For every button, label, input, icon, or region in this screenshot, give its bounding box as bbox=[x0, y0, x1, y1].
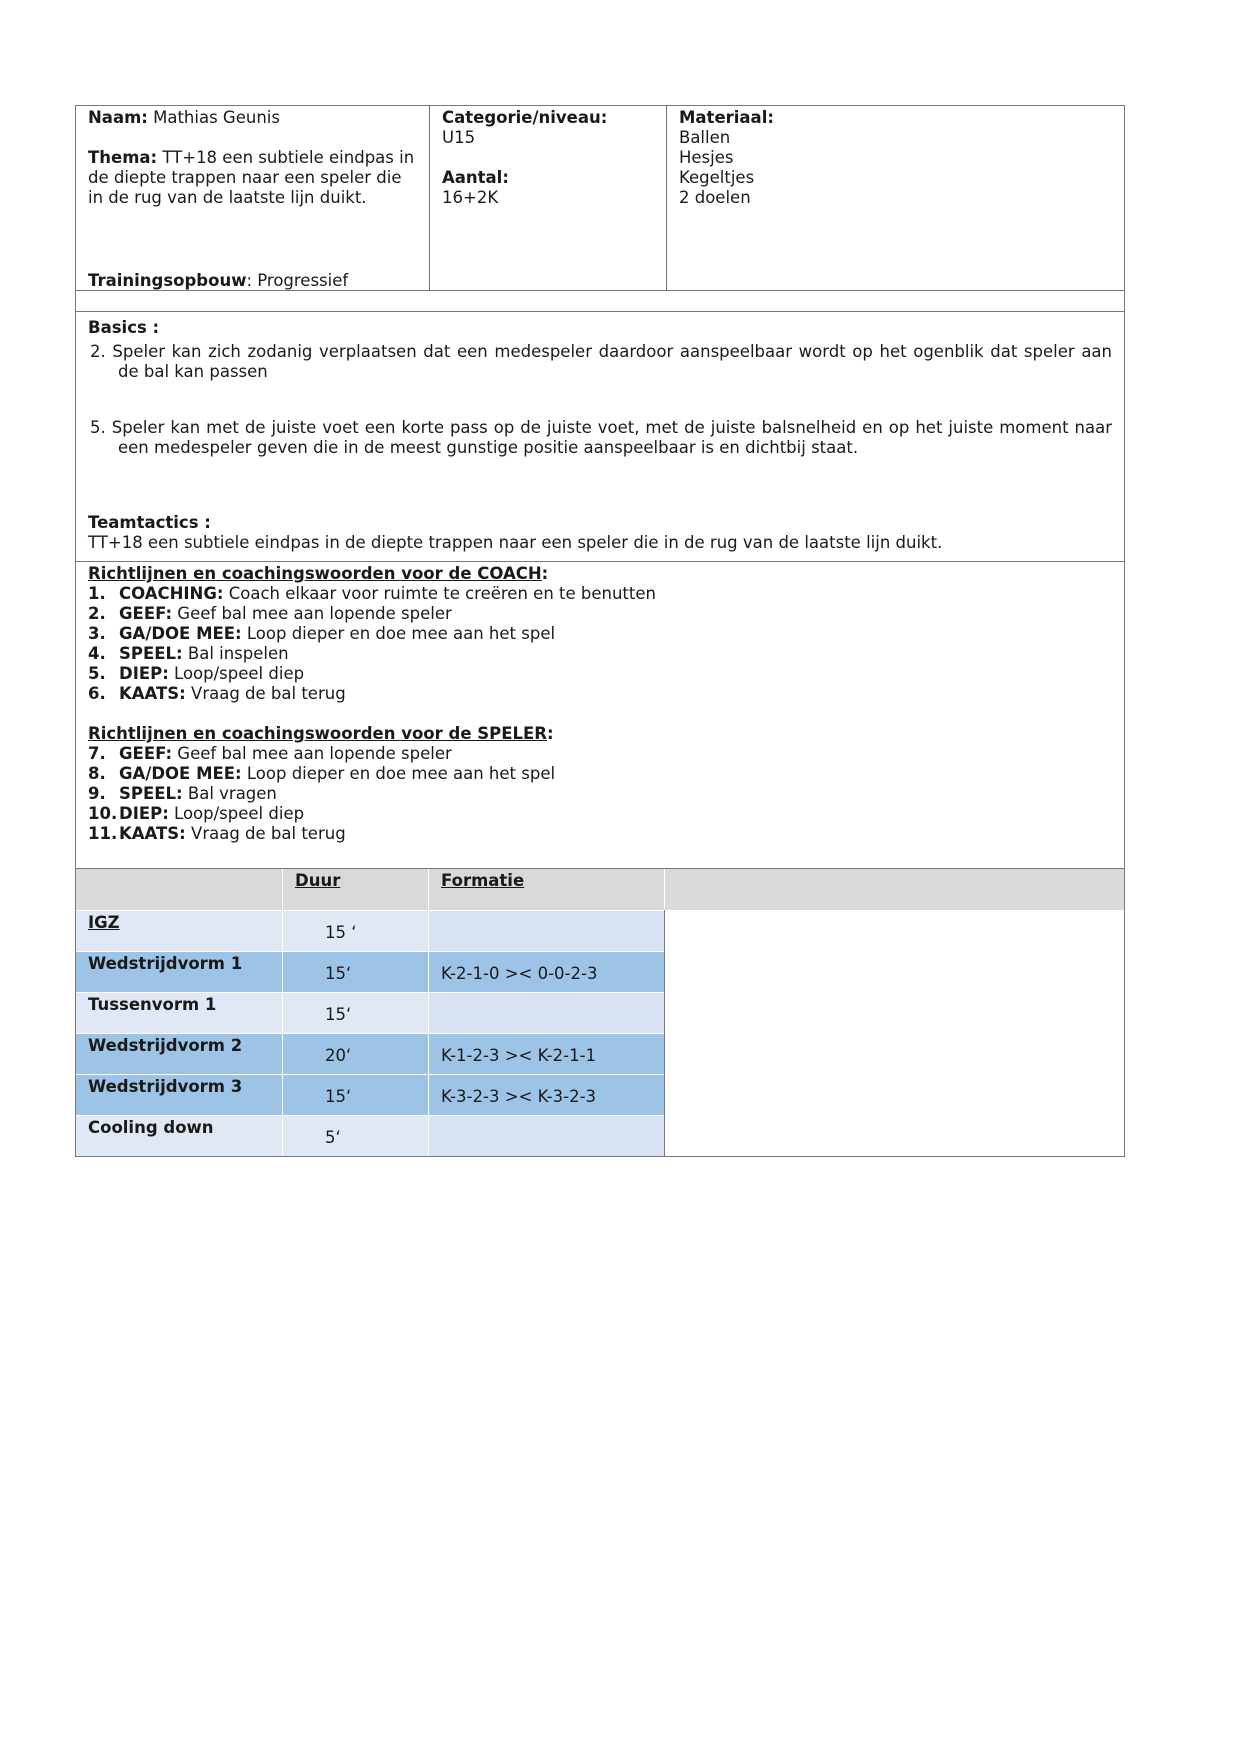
categorie-label: Categorie/niveau: bbox=[442, 108, 608, 127]
thema-line bbox=[88, 148, 417, 208]
schedule-row-name bbox=[76, 1033, 282, 1074]
spacer-row bbox=[76, 290, 1124, 311]
basics-title: Basics : bbox=[88, 318, 160, 337]
schedule-row-formatie bbox=[428, 1115, 664, 1156]
item-key: SPEEL: bbox=[119, 784, 183, 803]
item-text: Vraag de bal terug bbox=[185, 824, 346, 843]
list-item bbox=[88, 764, 1112, 784]
header-row bbox=[76, 106, 1124, 290]
schedule-header-name bbox=[76, 869, 282, 910]
list-item bbox=[88, 804, 1112, 824]
schedule-row-duur: 5‘ bbox=[282, 1115, 428, 1156]
materiaal-item: Hesjes bbox=[679, 148, 734, 167]
row-name-text: Wedstrijdvorm 1 bbox=[88, 954, 243, 973]
item-key: GEEF: bbox=[119, 604, 173, 623]
materiaal-item: 2 doelen bbox=[679, 188, 751, 207]
materiaal-cell bbox=[667, 106, 1124, 290]
item-text: Loop/speel diep bbox=[168, 804, 305, 823]
materiaal-item: Ballen bbox=[679, 128, 731, 147]
coach-colon: : bbox=[541, 564, 549, 583]
list-item bbox=[88, 624, 1112, 644]
list-item bbox=[88, 744, 1112, 764]
item-number: 10. bbox=[88, 804, 118, 823]
schedule-header-duur: Duur bbox=[282, 869, 428, 910]
schedule-row-duur: 15‘ bbox=[282, 951, 428, 992]
list-item bbox=[88, 584, 1112, 604]
item-number: 9. bbox=[88, 784, 106, 803]
schedule-row-formatie bbox=[428, 910, 664, 951]
item-number: 6. bbox=[88, 684, 106, 703]
speler-list bbox=[88, 744, 1112, 844]
naam-value: Mathias Geunis bbox=[147, 108, 280, 127]
item-number: 11. bbox=[88, 824, 118, 843]
row-name-text: Wedstrijdvorm 3 bbox=[88, 1077, 243, 1096]
item-text: Loop dieper en doe mee aan het spel bbox=[241, 624, 556, 643]
naam-line bbox=[88, 108, 417, 128]
item-key: SPEEL: bbox=[119, 644, 183, 663]
naam-label: Naam: bbox=[88, 108, 148, 127]
item-text: Vraag de bal terug bbox=[185, 684, 346, 703]
item-text: Bal inspelen bbox=[182, 644, 289, 663]
naam-thema-cell bbox=[76, 106, 430, 290]
schedule-row-formatie: K-1-2-3 >< K-2-1-1 bbox=[428, 1033, 664, 1074]
speler-heading bbox=[88, 724, 1112, 744]
training-sheet bbox=[75, 105, 1125, 1157]
item-key: GA/DOE MEE: bbox=[119, 764, 242, 783]
list-item bbox=[88, 784, 1112, 804]
item-text: Loop dieper en doe mee aan het spel bbox=[241, 764, 556, 783]
list-item bbox=[88, 824, 1112, 844]
materiaal-item: Kegeltjes bbox=[679, 168, 755, 187]
schedule-blank-area bbox=[664, 910, 1124, 1156]
categorie-cell bbox=[430, 106, 667, 290]
speler-title: Richtlijnen en coachingswoorden voor de SPELER bbox=[88, 724, 548, 743]
item-key: COACHING: bbox=[119, 584, 224, 603]
coach-title: Richtlijnen en coachingswoorden voor de COACH bbox=[88, 564, 542, 583]
schedule-table bbox=[76, 868, 1124, 1156]
schedule-row-name bbox=[76, 1115, 282, 1156]
item-text: Coach elkaar voor ruimte te creëren en te benutten bbox=[223, 584, 656, 603]
teamtactics-text: TT+18 een subtiele eindpas in de diepte trappen naar een speler die in de rug van de laatste lijn duikt. bbox=[88, 533, 943, 552]
item-number: 5. bbox=[88, 664, 106, 683]
item-key: KAATS: bbox=[119, 684, 186, 703]
schedule-row-name bbox=[76, 910, 282, 951]
opbouw-value: : Progressief bbox=[246, 271, 349, 290]
item-number: 4. bbox=[88, 644, 106, 663]
row-name-text: Wedstrijdvorm 2 bbox=[88, 1036, 243, 1055]
coach-heading bbox=[88, 564, 1112, 584]
row-name-text: Tussenvorm 1 bbox=[88, 995, 217, 1014]
basics-item: 2. Speler kan zich zodanig verplaatsen dat een medespeler daardoor aanspeelbaar wordt op het ogenblik dat speler aan de bal kan passen bbox=[90, 342, 1112, 381]
item-text: Geef bal mee aan lopende speler bbox=[172, 744, 452, 763]
item-number: 8. bbox=[88, 764, 106, 783]
item-number: 2. bbox=[88, 604, 106, 623]
list-item bbox=[88, 684, 1112, 704]
item-key: GEEF: bbox=[119, 744, 173, 763]
schedule-header-formatie: Formatie bbox=[428, 869, 664, 910]
item-text: Bal vragen bbox=[182, 784, 277, 803]
teamtactics-title: Teamtactics : bbox=[88, 513, 211, 532]
thema-value: TT+18 een subtiele eindpas in de diepte trappen naar een speler die in de rug van de laatste lijn duikt. bbox=[88, 148, 415, 207]
list-item bbox=[88, 604, 1112, 624]
speler-colon: : bbox=[547, 724, 554, 743]
row-name-text: IGZ bbox=[88, 913, 120, 932]
schedule-row-formatie: K-2-1-0 >< 0-0-2-3 bbox=[428, 951, 664, 992]
list-item bbox=[88, 664, 1112, 684]
schedule-row-duur: 15‘ bbox=[282, 992, 428, 1033]
schedule-row-name bbox=[76, 951, 282, 992]
basics-item: 5. Speler kan met de juiste voet een korte pass op de juiste voet, met de juiste balsnelheid en op het juiste moment naar een medespeler geven die in de meest gunstige positie aanspeelbaar is en dichtbij staat. bbox=[90, 418, 1112, 457]
aantal-value: 16+2K bbox=[442, 188, 499, 207]
aantal-label: Aantal: bbox=[442, 168, 509, 187]
item-key: KAATS: bbox=[119, 824, 186, 843]
list-item bbox=[88, 644, 1112, 664]
opbouw-label: Trainingsopbouw bbox=[88, 271, 247, 290]
item-text: Loop/speel diep bbox=[168, 664, 305, 683]
basics-section bbox=[76, 311, 1124, 561]
item-number: 7. bbox=[88, 744, 106, 763]
coach-list bbox=[88, 584, 1112, 704]
row-name-text: Cooling down bbox=[88, 1118, 214, 1137]
opbouw-line bbox=[88, 271, 348, 291]
thema-label: Thema: bbox=[88, 148, 158, 167]
item-key: DIEP: bbox=[119, 664, 169, 683]
schedule-header-extra bbox=[664, 869, 1124, 910]
schedule-row-name bbox=[76, 1074, 282, 1115]
materiaal-label: Materiaal: bbox=[679, 108, 774, 127]
schedule-row-name bbox=[76, 992, 282, 1033]
item-key: GA/DOE MEE: bbox=[119, 624, 242, 643]
schedule-row-duur: 20‘ bbox=[282, 1033, 428, 1074]
item-text: Geef bal mee aan lopende speler bbox=[172, 604, 452, 623]
item-number: 3. bbox=[88, 624, 106, 643]
coaching-section bbox=[76, 561, 1124, 868]
schedule-row-duur: 15 ‘ bbox=[282, 910, 428, 951]
schedule-row-formatie bbox=[428, 992, 664, 1033]
item-number: 1. bbox=[88, 584, 106, 603]
schedule-row-formatie: K-3-2-3 >< K-3-2-3 bbox=[428, 1074, 664, 1115]
categorie-value: U15 bbox=[442, 128, 476, 147]
schedule-row-duur: 15‘ bbox=[282, 1074, 428, 1115]
item-key: DIEP: bbox=[119, 804, 169, 823]
